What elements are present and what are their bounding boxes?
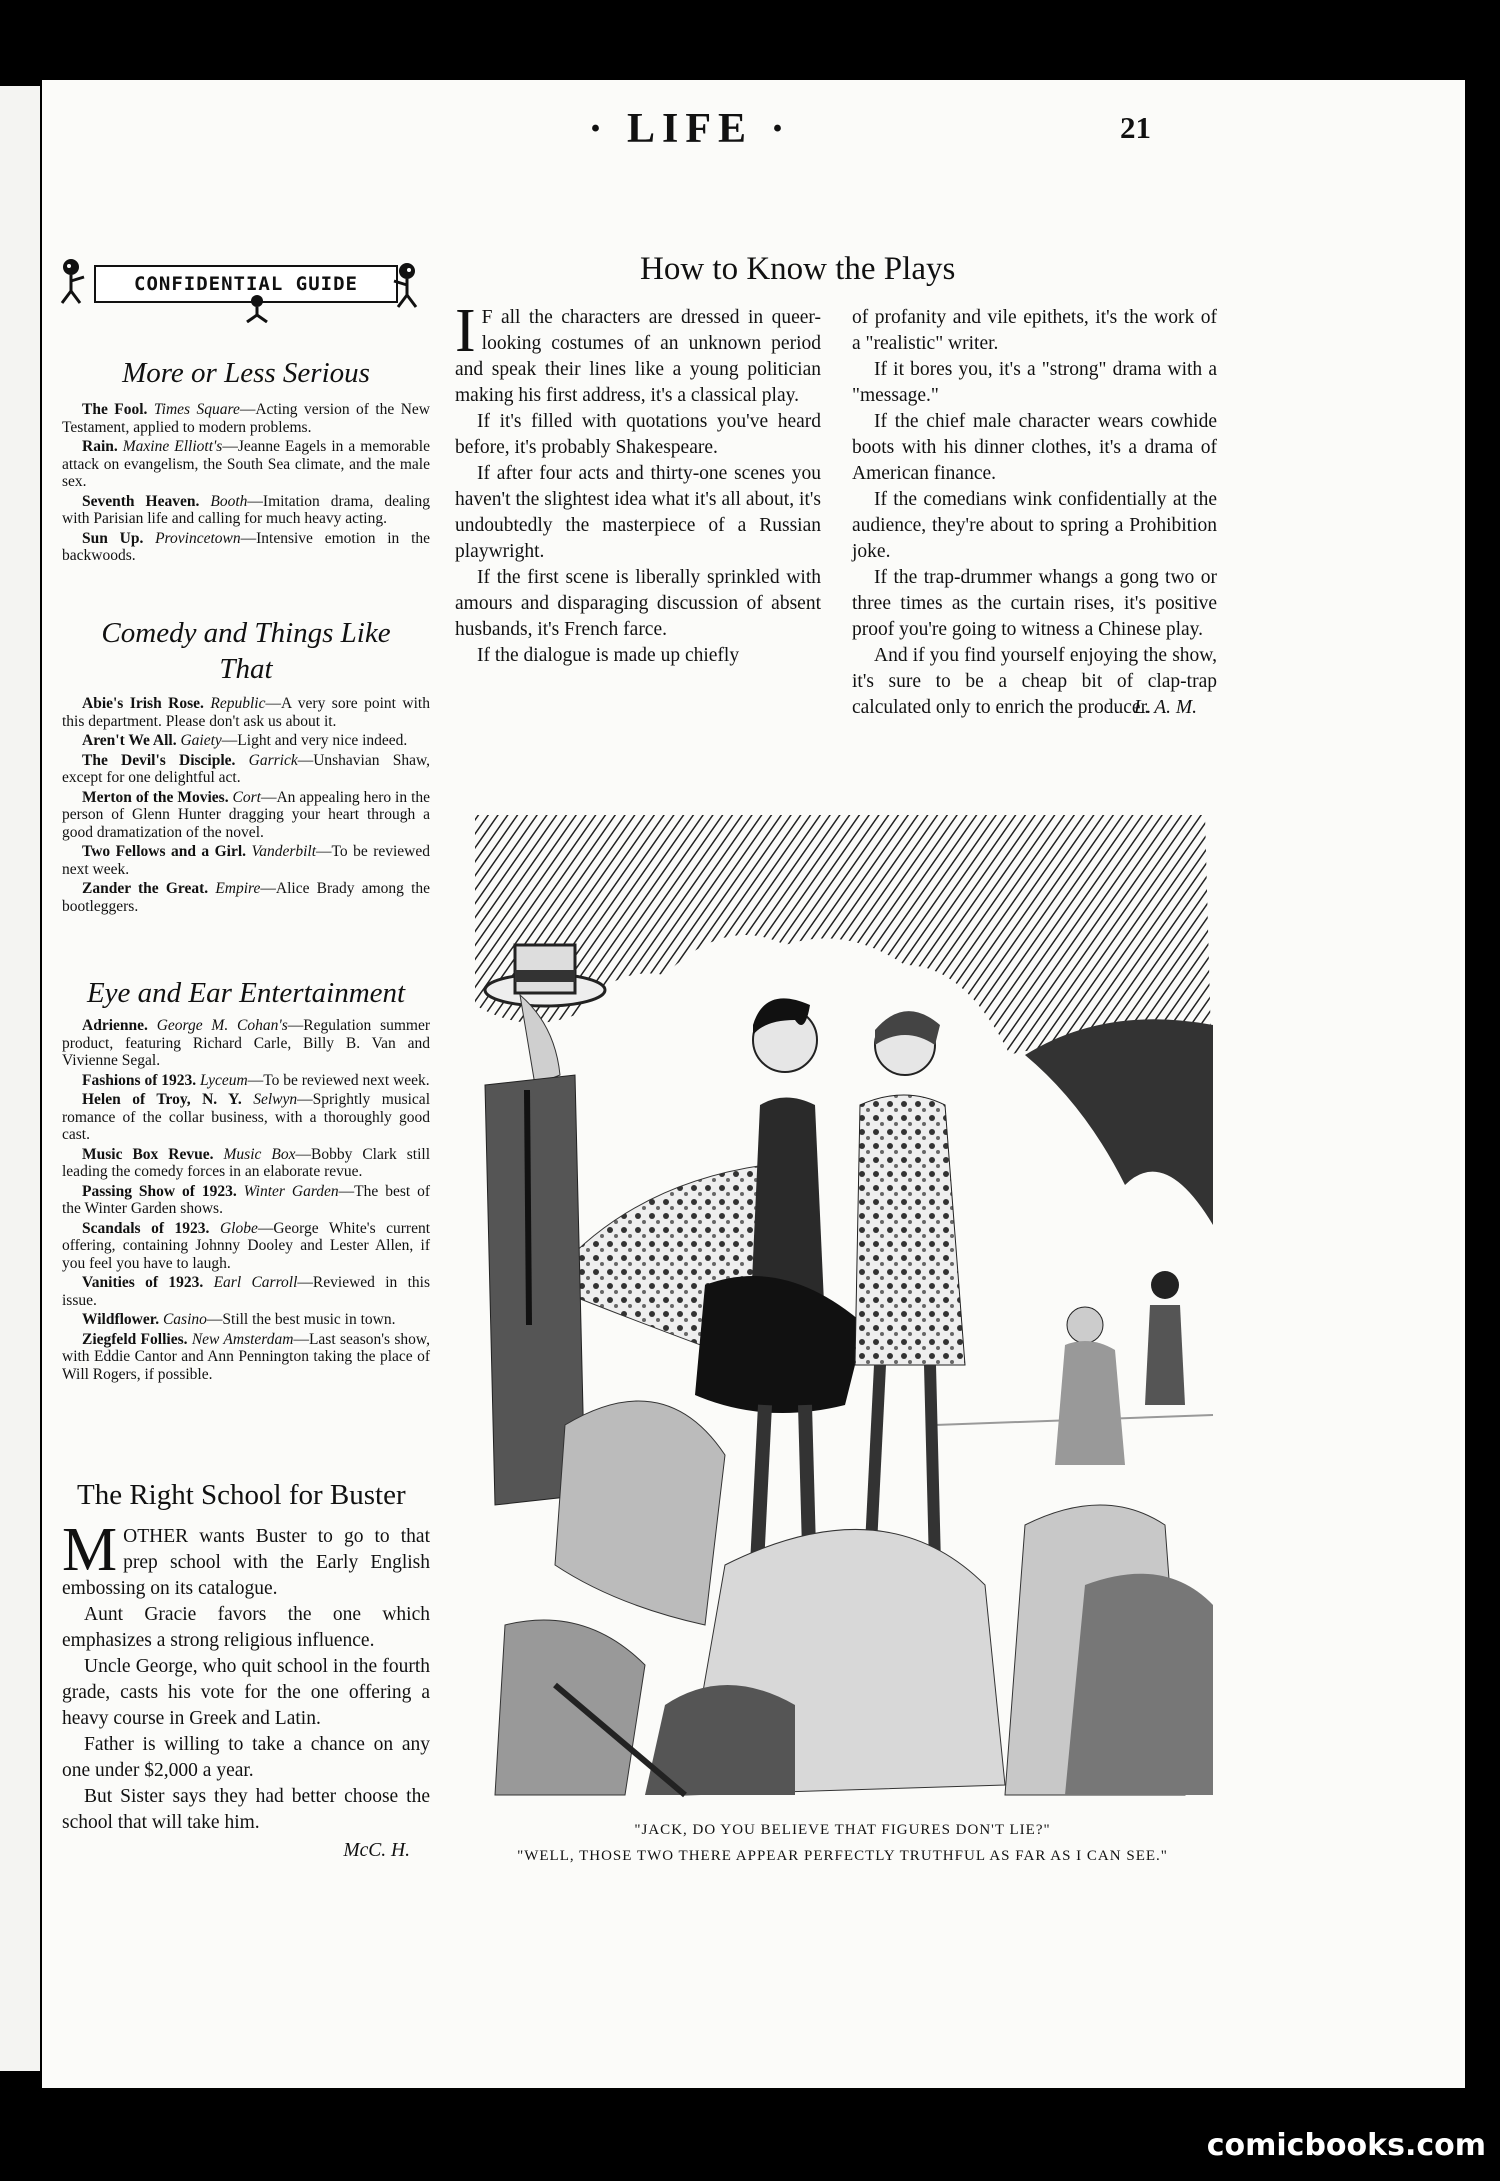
theater-name: Times Square (153, 401, 240, 418)
guide-entry (62, 1220, 430, 1273)
guide-entry (62, 1274, 430, 1309)
guide-entry (62, 789, 430, 842)
watermark: comicbooks.com (1206, 2128, 1486, 2163)
guide-entry (62, 1183, 430, 1218)
paragraph: If the chief male character wears cowhide boots with his dinner clothes, it's a drama of American finance. (852, 411, 1217, 484)
play-description: —A very sore point with this department. Please don't ask us about it. (62, 695, 430, 730)
paragraph: If the trap-drummer whangs a gong two or three times as the curtain rises, it's positive proof you're going to witness a Chinese play. (852, 567, 1217, 640)
article-title: The Right School for Buster (77, 1479, 406, 1511)
play-title: Passing Show of 1923. (82, 1182, 237, 1200)
paragraph: If it bores you, it's a "strong" drama with a "message." (852, 359, 1217, 406)
play-description: —Bobby Clark still leading the comedy forces in an elaborate revue. (62, 1145, 431, 1180)
theater-name: Booth (210, 492, 248, 510)
play-title: Music Box Revue. (82, 1145, 214, 1163)
play-title: Zander the Great. (82, 880, 209, 897)
play-description: —Intensive emotion in the backwoods. (62, 529, 431, 564)
theater-name: Earl Carroll (213, 1274, 298, 1291)
paragraph: If the comedians wink confidentially at the audience, they're about to spring a Prohibition joke. (852, 489, 1217, 562)
guide-entry (62, 438, 430, 491)
theater-name: Selwyn (253, 1091, 298, 1108)
caption-line-2: "WELL, THOSE TWO THERE APPEAR PERFECTLY TRUTHFUL AS FAR AS I CAN SEE." (517, 1848, 1168, 1864)
play-description: —Regulation summer product, featuring Richard Carle, Billy B. Van and Vivienne Segal. (62, 1017, 431, 1069)
play-title: Wildflower. (82, 1311, 160, 1328)
little-man-icon (237, 293, 277, 323)
confidential-guide-badge (52, 255, 417, 325)
guide-entry (62, 732, 430, 750)
guide-title: CONFIDENTIAL GUIDE (94, 265, 398, 303)
article-column-2 (852, 305, 1217, 721)
theater-name: Vanderbilt (251, 843, 317, 860)
beach-illustration (465, 805, 1220, 1805)
play-description: —Sprightly musical romance of the collar business, with a thoroughly good cast. (62, 1091, 430, 1143)
paragraph: F all the characters are dressed in queer-looking costumes of an unknown period and speak their lines like a young politician making his first address, it's a classical play. (455, 307, 821, 406)
theater-name: Empire (215, 880, 261, 897)
guide-section-eye-ear (62, 975, 430, 1385)
play-description: —Unshavian Shaw, except for one delightful act. (62, 751, 431, 786)
paragraph: Aunt Gracie favors the one which emphasizes a strong religious influence. (62, 1604, 430, 1651)
theater-name: Cort (232, 788, 261, 806)
page-number: 21 (1120, 110, 1151, 145)
theater-name: Maxine Elliott's (122, 438, 223, 455)
theater-name: Winter Garden (243, 1182, 339, 1200)
theater-name: Garrick (248, 751, 298, 769)
section-heading: More or Less Serious (122, 357, 370, 389)
section-heading: Comedy and Things Like That (101, 617, 391, 685)
guide-entry (62, 695, 430, 730)
magazine-title: · LIFE · (588, 106, 792, 152)
paragraph: But Sister says they had better choose the school that will take him. (62, 1786, 430, 1833)
article-right-school (62, 1478, 430, 1864)
guide-entry (62, 1017, 430, 1070)
guide-entry (62, 401, 430, 436)
play-title: The Devil's Disciple. (82, 751, 236, 769)
theater-name: Lyceum (200, 1071, 248, 1089)
play-description: —Still the best music in town. (206, 1311, 396, 1328)
play-title: Seventh Heaven. (82, 492, 200, 510)
play-title: Aren't We All. (82, 732, 177, 749)
play-description: —Jeanne Eagels in a memorable attack on evangelism, the South Sea climate, and the male sex. (62, 438, 430, 490)
play-title: Rain. (82, 438, 118, 455)
facing-page-edge (0, 86, 40, 2071)
paragraph: If the dialogue is made up chiefly (477, 645, 740, 666)
play-description: —Alice Brady among the bootleggers. (62, 880, 431, 915)
drop-cap: M (62, 1516, 118, 1584)
theater-name: Music Box (223, 1145, 296, 1163)
theater-name: Globe (219, 1219, 258, 1237)
play-description: —Imitation drama, dealing with Parisian life and calling for much heavy acting. (62, 492, 430, 527)
play-description: —An appealing hero in the person of Glenn Hunter dragging your heart through a good dramatization of the novel. (62, 788, 431, 841)
play-title: The Fool. (82, 401, 148, 418)
theater-name: Gaiety (180, 732, 222, 749)
little-man-icon (392, 261, 422, 311)
play-title: Scandals of 1923. (82, 1219, 210, 1237)
play-title: Vanities of 1923. (82, 1274, 204, 1291)
little-man-icon (56, 257, 86, 307)
theater-name: Casino (162, 1311, 207, 1328)
article-title: How to Know the Plays (640, 251, 956, 287)
play-title: Abie's Irish Rose. (82, 695, 204, 712)
theater-name: George M. Cohan's (156, 1017, 288, 1034)
play-title: Ziegfeld Follies. (82, 1330, 188, 1348)
guide-entry (62, 1311, 430, 1329)
guide-entry (62, 1331, 430, 1384)
play-description: —Last season's show, with Eddie Cantor and Ann Pennington taking the place of Will Rogers, if possible. (62, 1330, 430, 1383)
paragraph: And if you find yourself enjoying the show, it's sure to be a cheap bit of clap-trap calculated only to enrich the producer. (852, 645, 1217, 718)
paragraph: If it's filled with quotations you've heard before, it's probably Shakespeare. (455, 411, 821, 458)
guide-entry (62, 1091, 430, 1144)
article-body (62, 1516, 430, 1864)
play-title: Helen of Troy, N. Y. (82, 1091, 242, 1108)
guide-entry (62, 1146, 430, 1181)
play-description: —Reviewed in this issue. (62, 1274, 430, 1309)
paragraph: of profanity and vile epithets, it's the work of a "realistic" writer. (852, 307, 1217, 354)
paragraph: Father is willing to take a chance on any one under $2,000 a year. (62, 1734, 430, 1781)
play-description: —The best of the Winter Garden shows. (62, 1182, 430, 1217)
guide-entry (62, 1072, 430, 1090)
play-description: —Light and very nice indeed. (221, 732, 408, 749)
article-column-1 (455, 297, 821, 669)
play-title: Fashions of 1923. (82, 1071, 197, 1089)
guide-section-comedy (62, 615, 430, 917)
signature: McC. H. (343, 1840, 410, 1861)
play-description: —George White's current offering, containing Johnny Dooley and Lester Allen, if you feel you have to laugh. (62, 1219, 431, 1272)
section-heading: Eye and Ear Entertainment (86, 977, 406, 1009)
play-description: —To be reviewed next week. (247, 1071, 430, 1089)
play-title: Sun Up. (82, 529, 144, 547)
guide-section-serious (62, 355, 430, 567)
signature: L. A. M. (1133, 697, 1197, 718)
caption-line-1: "JACK, DO YOU BELIEVE THAT FIGURES DON'T LIE?" (634, 1822, 1051, 1838)
paragraph: Uncle George, who quit school in the fourth grade, casts his vote for the one offering a heavy course in Greek and Latin. (62, 1656, 430, 1729)
guide-entry (62, 880, 430, 915)
guide-entry (62, 843, 430, 878)
paragraph: OTHER wants Buster to go to that prep school with the Early English embossing on its catalogue. (62, 1526, 430, 1599)
drop-cap: I (455, 297, 476, 365)
paragraph: If the first scene is liberally sprinkled with amours and disparaging discussion of absent husbands, it's French farce. (455, 567, 821, 640)
guide-entry (62, 752, 430, 787)
play-title: Two Fellows and a Girl. (82, 843, 246, 860)
play-description: —Acting version of the New Testament, applied to modern problems. (62, 401, 430, 436)
theater-name: Provincetown (155, 529, 241, 547)
play-title: Adrienne. (82, 1017, 148, 1034)
guide-entry (62, 530, 430, 565)
theater-name: New Amsterdam (191, 1330, 294, 1348)
play-description: —To be reviewed next week. (62, 843, 430, 878)
guide-entry (62, 493, 430, 528)
play-title: Merton of the Movies. (82, 788, 229, 806)
paragraph: If after four acts and thirty-one scenes you haven't the slightest idea what it's all about, it's undoubtedly the masterpiece of a Russian playwright. (455, 463, 821, 562)
theater-name: Republic (210, 695, 266, 712)
